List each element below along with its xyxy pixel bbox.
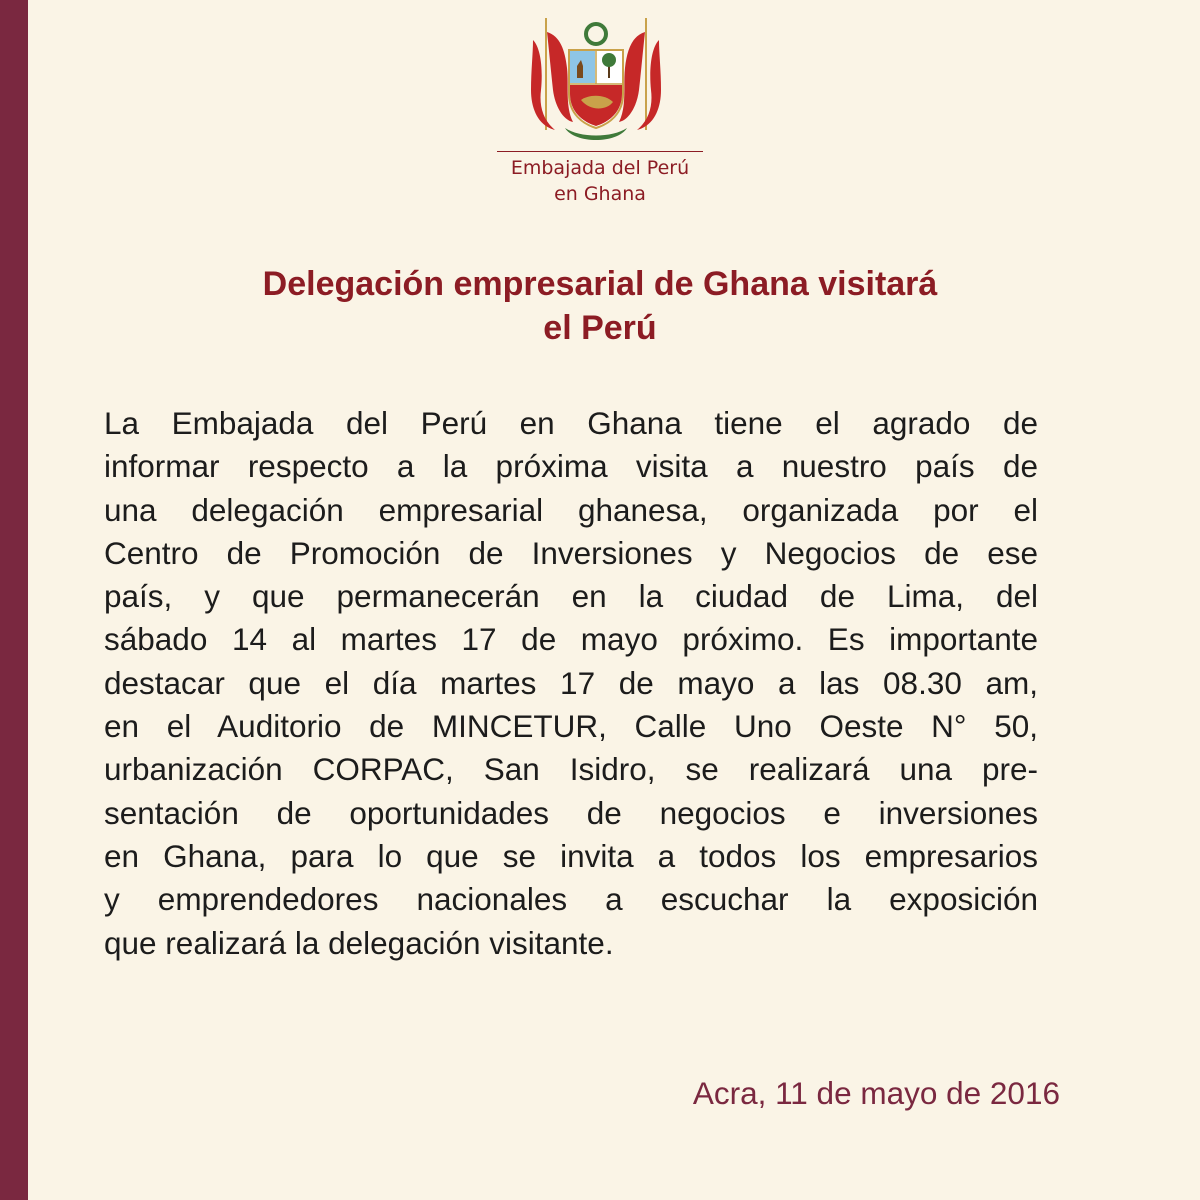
body-line: y emprendedores nacionales a escuchar la exposición — [104, 881, 1038, 918]
announcement-body — [104, 402, 1038, 965]
body-line: urbanización CORPAC, San Isidro, se realizará una pre- — [104, 751, 1038, 788]
body-line: en Ghana, para lo que se invita a todos los empresarios — [104, 837, 1038, 874]
body-line: destacar que el día martes 17 de mayo a las 08.30 am, — [104, 664, 1038, 701]
body-line: sentación de oportunidades de negocios e inversiones — [104, 794, 1038, 831]
body-line: La Embajada del Perú en Ghana tiene el agrado de — [104, 405, 1038, 441]
coat-of-arms-icon — [525, 10, 667, 148]
embassy-name-line2: en Ghana — [554, 183, 646, 205]
body-line: informar respecto a la próxima visita a nuestro país de — [104, 448, 1038, 485]
body-line: sábado 14 al martes 17 de mayo próximo. Es importante — [104, 621, 1038, 658]
body-line: país, y que permanecerán en la ciudad de Lima, del — [104, 578, 1038, 615]
body-line: que realizará la delegación visitante. — [104, 924, 614, 961]
body-line: Centro de Promoción de Inversiones y Negocios de ese — [104, 534, 1038, 571]
page-title — [120, 262, 1080, 350]
body-line: una delegación empresarial ghanesa, organizada por el — [104, 491, 1038, 528]
page-title-line1: Delegación empresarial de Ghana visitará — [262, 265, 938, 303]
side-accent-bar — [0, 0, 28, 1200]
place-date: Acra, 11 de mayo de 2016 — [692, 1075, 1060, 1111]
page-title-line2: el Perú — [543, 309, 657, 347]
emblem-divider — [497, 151, 703, 152]
body-line: en el Auditorio de MINCETUR, Calle Uno Oeste N° 50, — [104, 708, 1038, 745]
embassy-name — [440, 155, 760, 207]
embassy-name-line1: Embajada del Perú — [510, 157, 690, 179]
